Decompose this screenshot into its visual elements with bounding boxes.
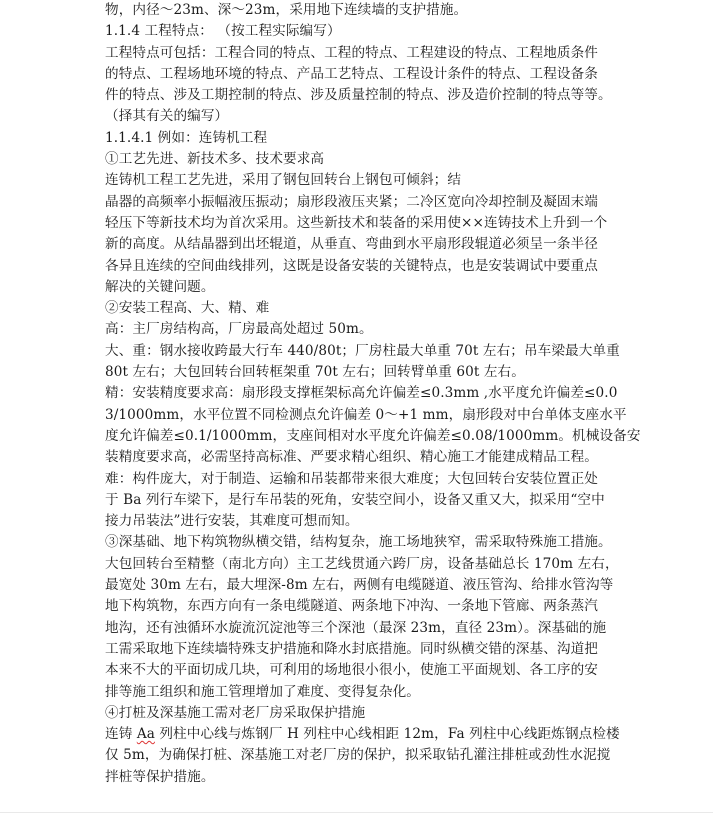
text-line: 3/1000mm，水平位置不同检测点允许偏差 0～+1 mm，扇形段对中台单体支座水平 [105,406,627,423]
text-line: 的特点、工程场地环境的特点、产品工艺特点、工程设计条件的特点、工程设备条 [105,65,598,82]
text-line: 于 Ba 列行车梁下，是行车吊装的死角，安装空间小，设备又重又大，拟采用“空中 [105,491,605,508]
text-line: 1.1.4 工程特点： （按工程实际编写） [105,23,341,40]
text-line: 接力吊装法”进行安装，其难度可想而知。 [105,513,359,530]
text-line: 连铸机工程工艺先进，采用了钢包回转台上钢包可倾斜；结 [105,172,462,189]
text-line: 工程特点可包括：工程合同的特点、工程的特点、工程建设的特点、工程地质条件 [105,44,598,61]
text-line: 仅 5m，为确保打桩、深基施工对老厂房的保护，拟采取钻孔灌注排桩或劲性水泥搅 [105,747,611,764]
text-line: 地下构筑物，东西方向有一条电缆隧道、两条地下冲沟、一条地下管廊、两条蒸汽 [105,598,598,615]
text-line: 大包回转台至精整（南北方向）主工艺线贯通六跨厂房，设备基础总长 170m 左右， [105,555,619,572]
text-line: 物，内径～23m、深～23m，采用地下连续墙的支护措施。 [105,2,468,18]
text-line: 80t 左右；大包回转台回转框架重 70t 左右；回转臂单重 60t 左右。 [105,364,525,381]
page-bottom-edge [0,812,713,813]
line-text: 列柱中心线与炼钢厂 H 列柱中心线相距 12m，Fa 列柱中心线距炼钢点检楼 [154,726,620,743]
text-line: 度允许偏差≤0.1/1000mm，支座间相对水平度允许偏差≤0.08/1000mm。机械设备安 [105,427,641,444]
text-line: 轻压下等新技术均为首次采用。这些新技术和装备的采用使××连铸技术上升到一个 [105,214,608,231]
text-line: 新的高度。从结晶器到出坯辊道，从垂直、弯曲到水平扇形段辊道必须呈一条半径 [105,236,598,253]
text-line: 地沟，还有浊循环水旋流沉淀池等三个深池（最深 23m，直径 23m）。深基础的施 [105,619,607,636]
text-line: 1.1.4.1 例如：连铸机工程 [105,129,268,146]
text-line [105,724,705,745]
document-body [105,0,705,788]
text-line: 本来不大的平面切成几块，可利用的场地很小很小，使施工平面规划、各工序的安 [105,662,598,679]
text-line: 件的特点、涉及工期控制的特点、涉及质量控制的特点、涉及造价控制的特点等等。 [105,87,612,104]
line-text: 连铸 [105,726,137,743]
text-line: 各异且连续的空间曲线排列，这既是设备安装的关键特点，也是安装调试中要重点 [105,257,598,274]
text-line: 装精度要求高，必需坚持高标准、严要求精心组织、精心施工才能建成精品工程。 [105,449,598,466]
text-line: ①工艺先进、新技术多、技术要求高 [105,151,325,168]
text-line: 高：主厂房结构高，厂房最高处超过 50m。 [105,321,373,338]
text-line: 晶器的高频率小振幅液压振动；扇形段液压夹紧；二冷区宽向冷却控制及凝固末端 [105,193,598,210]
text-line: ④打桩及深基施工需对老厂房采取保护措施 [105,704,366,721]
text-line: ②安装工程高、大、精、难 [105,300,270,317]
text-line: 精：安装精度要求高：扇形段支撑框架标高允许偏差≤0.3mm ,水平度允许偏差≤0.0 [105,385,618,402]
spellcheck-word: Aa [136,726,155,743]
text-line: 大、重：钢水接收跨最大行车 440/80t；厂房柱最大单重 70t 左右；吊车梁最大单重 [105,342,620,359]
text-line: 最宽处 30m 左右，最大埋深-8m 左右，两侧有电缆隧道、液压管沟、给排水管沟等 [105,577,614,594]
text-line: 难：构件庞大，对于制造、运输和吊装都带来很大难度；大包回转台安装位置正处 [105,470,598,487]
text-line: ③深基础、地下构筑物纵横交错，结构复杂，施工场地狭窄，需采取特殊施工措施。 [105,534,612,551]
text-line: 排等施工组织和施工管理增加了难度、变得复杂化。 [105,683,420,700]
text-line: （择其有关的编写） [105,108,229,125]
text-line: 工需采取地下连续墙特殊支护措施和降水封底措施。同时纵横交错的深基、沟道把 [105,640,598,657]
text-line: 解决的关键问题。 [105,278,215,295]
text-line: 拌桩等保护措施。 [105,768,215,785]
